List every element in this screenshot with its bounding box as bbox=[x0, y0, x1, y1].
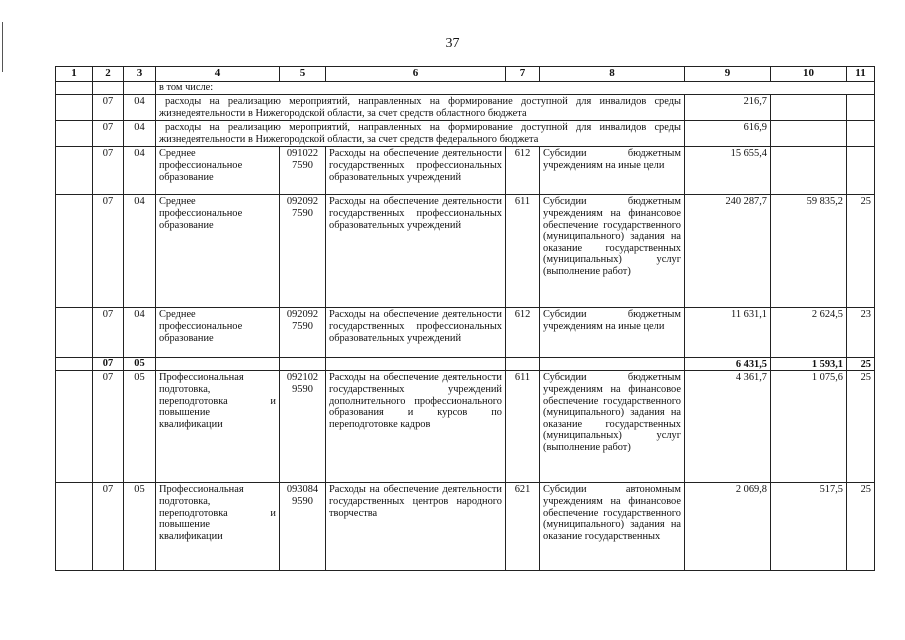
col-header: 7 bbox=[506, 67, 540, 82]
target-article-code: 093084 9590 bbox=[280, 483, 326, 571]
amount-col9: 11 631,1 bbox=[685, 308, 771, 358]
expense-description: Расходы на обеспечение деятельности государственных профессиональных образовательных учреждений bbox=[326, 195, 506, 308]
target-article-code: 092092 7590 bbox=[280, 195, 326, 308]
section-code: 07 bbox=[93, 483, 124, 571]
subsection-code: 05 bbox=[124, 358, 156, 371]
subsection-code: 04 bbox=[124, 195, 156, 308]
col-header: 5 bbox=[280, 67, 326, 82]
section-code: 07 bbox=[93, 121, 124, 147]
subsection-code: 05 bbox=[124, 483, 156, 571]
section-code: 07 bbox=[93, 308, 124, 358]
table-row bbox=[56, 147, 875, 195]
col-header: 1 bbox=[56, 67, 93, 82]
subsection-name: Среднее профессиональное образование bbox=[156, 308, 280, 358]
expense-type-name: Субсидии бюджетным учреждениям на финансовое обеспечение государственного (муниципального) задания на оказание государственных (муниципальных) услуг (выполнение работ) bbox=[540, 371, 685, 483]
table-row bbox=[56, 82, 875, 95]
page-number: 37 bbox=[445, 36, 460, 51]
subsection-code: 04 bbox=[124, 95, 156, 121]
expense-type-name: Субсидии бюджетным учреждениям на иные цели bbox=[540, 308, 685, 358]
table-row bbox=[56, 95, 875, 121]
subsection-name: Среднее профессиональное образование bbox=[156, 147, 280, 195]
col-header: 11 bbox=[847, 67, 875, 82]
table-row bbox=[56, 483, 875, 571]
expense-type-code: 621 bbox=[506, 483, 540, 571]
amount-col10: 1 075,6 bbox=[771, 371, 847, 483]
subsection-name: Профессиональная подготовка, переподготовка и повышение квалификации bbox=[156, 371, 280, 483]
subsection-code: 04 bbox=[124, 308, 156, 358]
percent-col11: 25 bbox=[847, 483, 875, 571]
expense-type-name: Субсидии бюджетным учреждениям на финансовое обеспечение государственного (муниципального) задания на оказание государственных (муниципальных) услуг (выполнение работ) bbox=[540, 195, 685, 308]
subsection-code: 05 bbox=[124, 371, 156, 483]
amount-col9: 6 431,5 bbox=[685, 358, 771, 371]
expense-description: Расходы на обеспечение деятельности государственных центров народного творчества bbox=[326, 483, 506, 571]
measure-description: расходы на реализацию мероприятий, направленных на формирование доступной для инвалидов среды жизнедеятельности в Нижегородской области, за счет средств федерального бюджета bbox=[156, 121, 685, 147]
expense-type-name: Субсидии автономным учреждениям на финансовое обеспечение государственного (муниципального) задания на оказание государственных bbox=[540, 483, 685, 571]
table-row bbox=[56, 371, 875, 483]
note-cell: в том числе: bbox=[156, 82, 875, 95]
expense-description: Расходы на обеспечение деятельности государственных профессиональных образовательных учреждений bbox=[326, 147, 506, 195]
amount-col10: 517,5 bbox=[771, 483, 847, 571]
col-header: 9 bbox=[685, 67, 771, 82]
amount-col10: 59 835,2 bbox=[771, 195, 847, 308]
percent-col11 bbox=[847, 147, 875, 195]
section-code: 07 bbox=[93, 195, 124, 308]
percent-col11: 25 bbox=[847, 195, 875, 308]
expense-type-code: 611 bbox=[506, 371, 540, 483]
col-header: 8 bbox=[540, 67, 685, 82]
col-header: 4 bbox=[156, 67, 280, 82]
section-code: 07 bbox=[93, 95, 124, 121]
amount-col9: 2 069,8 bbox=[685, 483, 771, 571]
percent-col11: 23 bbox=[847, 308, 875, 358]
percent-col11 bbox=[847, 95, 875, 121]
col-header: 10 bbox=[771, 67, 847, 82]
expense-description: Расходы на обеспечение деятельности государственных учреждений дополнительного профессионального образования и курсов по переподготовке кадров bbox=[326, 371, 506, 483]
amount-col9: 15 655,4 bbox=[685, 147, 771, 195]
target-article-code: 091022 7590 bbox=[280, 147, 326, 195]
table-row bbox=[56, 121, 875, 147]
amount-col10 bbox=[771, 147, 847, 195]
subsection-name: Профессиональная подготовка, переподготовка и повышение квалификации bbox=[156, 483, 280, 571]
subsection-code: 04 bbox=[124, 147, 156, 195]
amount-col9: 240 287,7 bbox=[685, 195, 771, 308]
amount-col10: 1 593,1 bbox=[771, 358, 847, 371]
expense-type-name: Субсидии бюджетным учреждениям на иные цели bbox=[540, 147, 685, 195]
percent-col11: 25 bbox=[847, 371, 875, 483]
amount-col10: 2 624,5 bbox=[771, 308, 847, 358]
subtotal-row bbox=[56, 358, 875, 371]
expense-description: Расходы на обеспечение деятельности государственных профессиональных образовательных учреждений bbox=[326, 308, 506, 358]
section-code: 07 bbox=[93, 147, 124, 195]
col-header: 2 bbox=[93, 67, 124, 82]
expense-type-code: 612 bbox=[506, 308, 540, 358]
col-header: 6 bbox=[326, 67, 506, 82]
subsection-code: 04 bbox=[124, 121, 156, 147]
target-article-code: 092102 9590 bbox=[280, 371, 326, 483]
budget-table bbox=[55, 66, 875, 571]
measure-description: расходы на реализацию мероприятий, направленных на формирование доступной для инвалидов среды жизнедеятельности в Нижегородской области, за счет средств областного бюджета bbox=[156, 95, 685, 121]
section-code: 07 bbox=[93, 371, 124, 483]
expense-type-code: 611 bbox=[506, 195, 540, 308]
amount-col10 bbox=[771, 121, 847, 147]
table-row bbox=[56, 308, 875, 358]
table-row bbox=[56, 195, 875, 308]
percent-col11: 25 bbox=[847, 358, 875, 371]
amount-col9: 616,9 bbox=[685, 121, 771, 147]
amount-col10 bbox=[771, 95, 847, 121]
section-code: 07 bbox=[93, 358, 124, 371]
target-article-code: 092092 7590 bbox=[280, 308, 326, 358]
col-header: 3 bbox=[124, 67, 156, 82]
amount-col9: 216,7 bbox=[685, 95, 771, 121]
subsection-name: Среднее профессиональное образование bbox=[156, 195, 280, 308]
expense-type-code: 612 bbox=[506, 147, 540, 195]
amount-col9: 4 361,7 bbox=[685, 371, 771, 483]
header-row bbox=[56, 67, 875, 82]
percent-col11 bbox=[847, 121, 875, 147]
